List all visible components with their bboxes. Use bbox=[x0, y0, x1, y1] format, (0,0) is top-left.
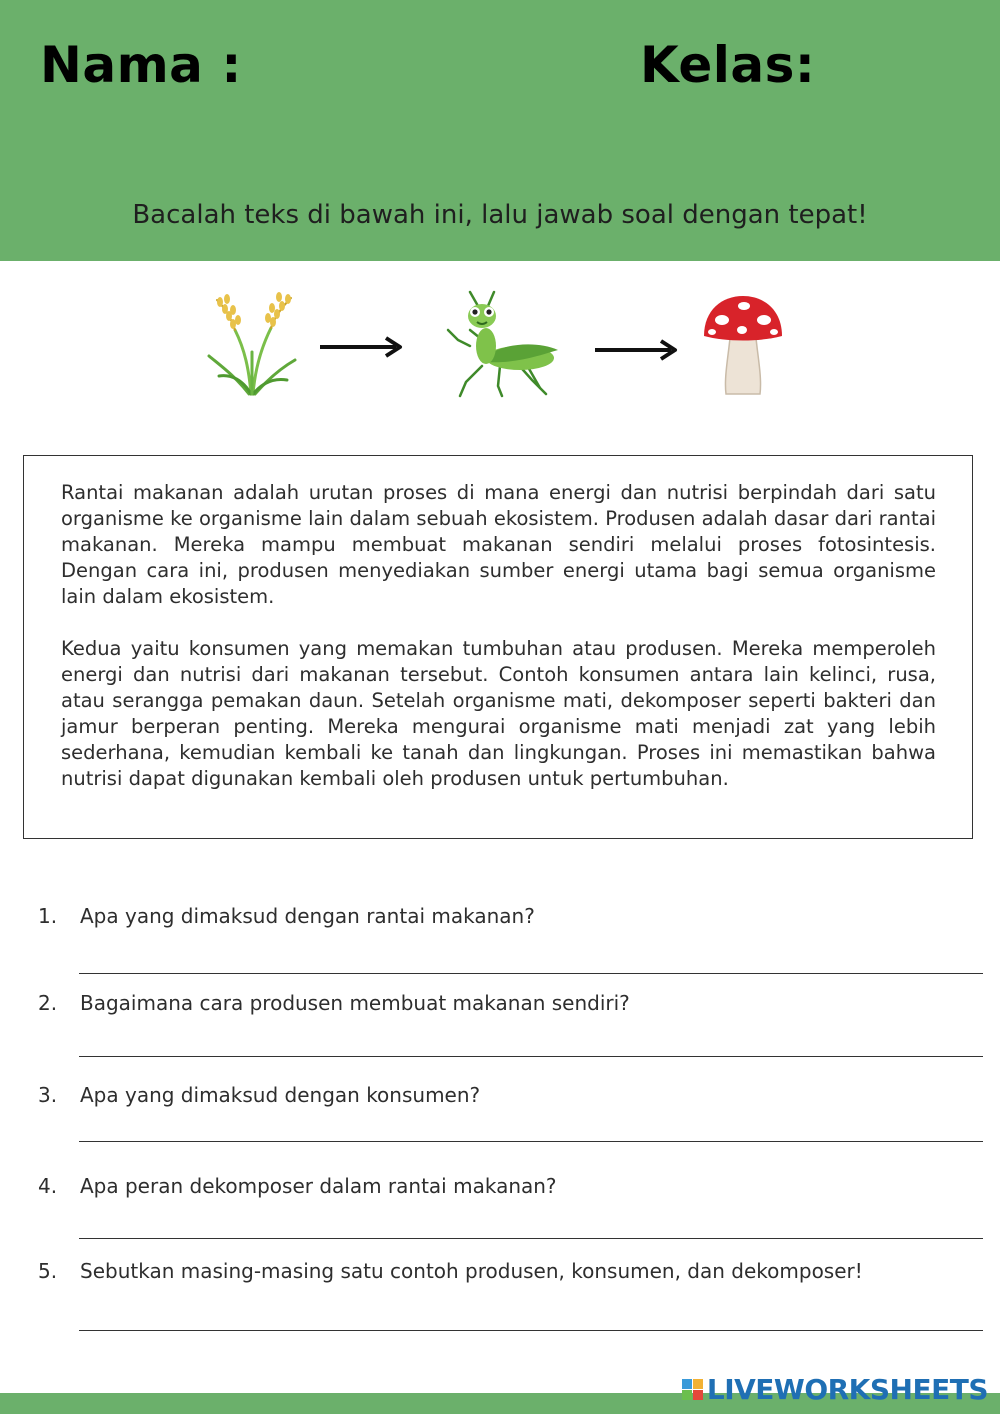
question-text: Bagaimana cara produsen membuat makanan sendiri? bbox=[80, 991, 630, 1015]
answer-line-2[interactable] bbox=[79, 1056, 983, 1057]
arrow-right-icon bbox=[318, 335, 404, 359]
liveworksheets-text: LIVEWORKSHEETS bbox=[706, 1372, 988, 1406]
grasshopper-icon bbox=[440, 290, 564, 400]
answer-line-5[interactable] bbox=[79, 1330, 983, 1331]
question-text: Apa peran dekomposer dalam rantai makanan? bbox=[80, 1174, 557, 1198]
reading-passage bbox=[23, 455, 973, 839]
question-number: 2. bbox=[38, 991, 58, 1015]
answer-line-1[interactable] bbox=[79, 973, 983, 974]
liveworksheets-logo[interactable] bbox=[682, 1371, 988, 1407]
passage-paragraph-1: Rantai makanan adalah urutan proses di mana energi dan nutrisi berpindah dari satu organisme ke organisme lain dalam sebuah ekosistem. Produsen adalah dasar dari rantai makanan. Mereka mampu membuat makanan sendiri melalui proses fotosintesis. Dengan cara ini, produsen menyediakan sumber energi utama bagi semua organisme lain dalam ekosistem. bbox=[61, 481, 936, 608]
question-number: 5. bbox=[38, 1259, 58, 1283]
instruction-text: Bacalah teks di bawah ini, lalu jawab soal dengan tepat! bbox=[132, 200, 868, 230]
food-chain-diagram bbox=[0, 280, 1000, 410]
question-text: Sebutkan masing-masing satu contoh produsen, konsumen, dan dekomposer! bbox=[80, 1259, 863, 1283]
question-text: Apa yang dimaksud dengan rantai makanan? bbox=[80, 904, 535, 928]
rice-plant-icon bbox=[205, 290, 297, 398]
header-banner bbox=[0, 0, 1000, 261]
mushroom-icon bbox=[700, 292, 786, 398]
answer-line-3[interactable] bbox=[79, 1141, 983, 1142]
question-number: 4. bbox=[38, 1174, 58, 1198]
passage-paragraph-2: Kedua yaitu konsumen yang memakan tumbuhan atau produsen. Mereka memperoleh energi dan nutrisi dari makanan tersebut. Contoh konsumen antara lain kelinci, rusa, atau serangga pemakan daun. Setelah organisme mati, dekomposer seperti bakteri dan jamur berperan penting. Mereka mengurai organisme mati menjadi zat yang lebih sederhana, kemudian kembali ke tanah dan lingkungan. Proses ini memastikan bahwa nutrisi dapat digunakan kembali oleh produsen untuk pertumbuhan. bbox=[61, 637, 936, 790]
answer-line-4[interactable] bbox=[79, 1238, 983, 1239]
arrow-right-icon bbox=[593, 338, 679, 362]
question-text: Apa yang dimaksud dengan konsumen? bbox=[80, 1083, 481, 1107]
nama-label: Nama : bbox=[40, 36, 242, 94]
liveworksheets-icon bbox=[682, 1379, 703, 1400]
question-number: 1. bbox=[38, 904, 58, 928]
kelas-label: Kelas: bbox=[640, 36, 816, 94]
question-number: 3. bbox=[38, 1083, 58, 1107]
